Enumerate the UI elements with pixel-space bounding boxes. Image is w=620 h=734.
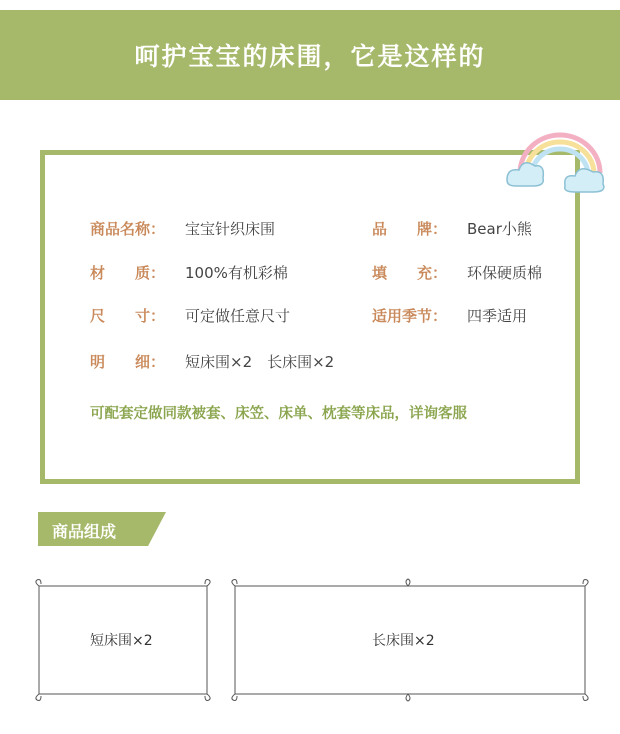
info-label: 商品名称： (90, 220, 166, 238)
info-value: 四季适用 (467, 307, 528, 325)
info-label: 明 细： (90, 353, 166, 371)
info-label: 尺 寸： (90, 307, 166, 325)
info-label: 材 质： (90, 264, 166, 282)
info-value: 宝宝针织床围 (185, 220, 276, 238)
info-value: 可定做任意尺寸 (185, 307, 291, 325)
custom-order-note: 可配套定做同款被套、床笠、床单、枕套等床品，详询客服 (90, 406, 467, 422)
info-label: 品 牌： (372, 220, 448, 238)
info-row-material (90, 262, 288, 283)
info-label: 适用季节： (372, 307, 448, 325)
piece-label-short: 短床围×2 (90, 633, 153, 649)
info-value: 短床围×2 长床围×2 (185, 353, 335, 371)
info-row-size (90, 305, 290, 326)
banner-title: 呵护宝宝的床围，它是这样的 (134, 42, 486, 71)
info-label: 填 充： (372, 264, 448, 282)
info-row-filling (372, 262, 542, 283)
piece-label-long: 长床围×2 (372, 633, 435, 649)
header-banner (0, 10, 620, 100)
info-value: 100%有机彩棉 (185, 264, 288, 282)
info-row-season (372, 305, 527, 326)
info-value: 环保硬质棉 (467, 264, 543, 282)
section-title: 商品组成 (52, 522, 117, 541)
info-row-details (90, 351, 334, 372)
info-value: Bear小熊 (467, 220, 532, 238)
rainbow-cloud-icon (505, 128, 615, 198)
info-row-name (90, 218, 275, 239)
info-row-brand (372, 218, 532, 239)
